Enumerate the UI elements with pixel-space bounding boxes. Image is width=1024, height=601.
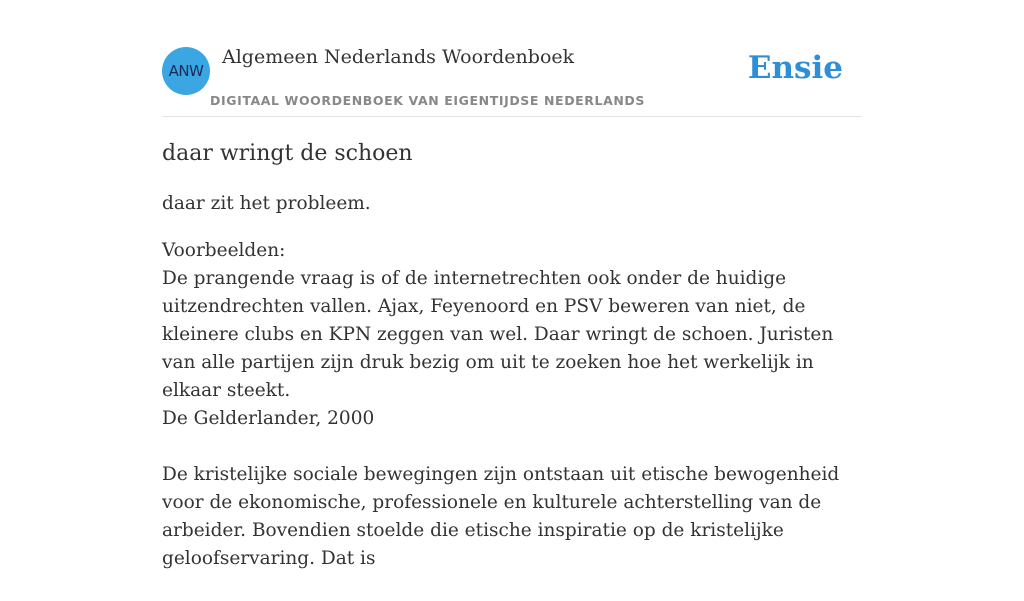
- examples-label: Voorbeelden:: [162, 240, 286, 261]
- example-text: De prangende vraag is of de internetrechten ook onder de huidige uitzendrechten vallen. Ajax, Feyenoord en PSV beweren van niet, de kleinere clubs en KPN zeggen van wel. Daar wringt de schoen. Juristen van alle partijen zijn druk bezig om uit te zoeken hoe het werkelijk in elkaar steekt.: [162, 268, 834, 401]
- entry-title: daar wringt de schoen: [162, 141, 413, 166]
- anw-logo[interactable]: [162, 47, 210, 95]
- site-subtitle: DIGITAAL WOORDENBOEK VAN EIGENTIJDSE NEDERLANDS: [210, 93, 646, 108]
- site-title[interactable]: Algemeen Nederlands Woordenboek: [222, 46, 575, 68]
- entry-definition: daar zit het probleem.: [162, 193, 371, 214]
- example-item: [162, 461, 862, 573]
- entry-content: [162, 138, 862, 601]
- example-text: De kristelijke sociale bewegingen zijn ontstaan uit etische bewogenheid voor de ekonomische, professionele en kulturele achterstelling van de arbeider. Bovendien stoelde die etische inspiratie op de kristelijke geloofservaring. Dat is: [162, 464, 840, 569]
- site-header: [162, 40, 862, 117]
- logo-text: ANW: [168, 62, 204, 80]
- ensie-brand-logo[interactable]: Ensie: [747, 50, 843, 86]
- example-source: De Gelderlander, 2000: [162, 408, 375, 429]
- example-item: [162, 265, 862, 433]
- examples-section: [162, 237, 862, 573]
